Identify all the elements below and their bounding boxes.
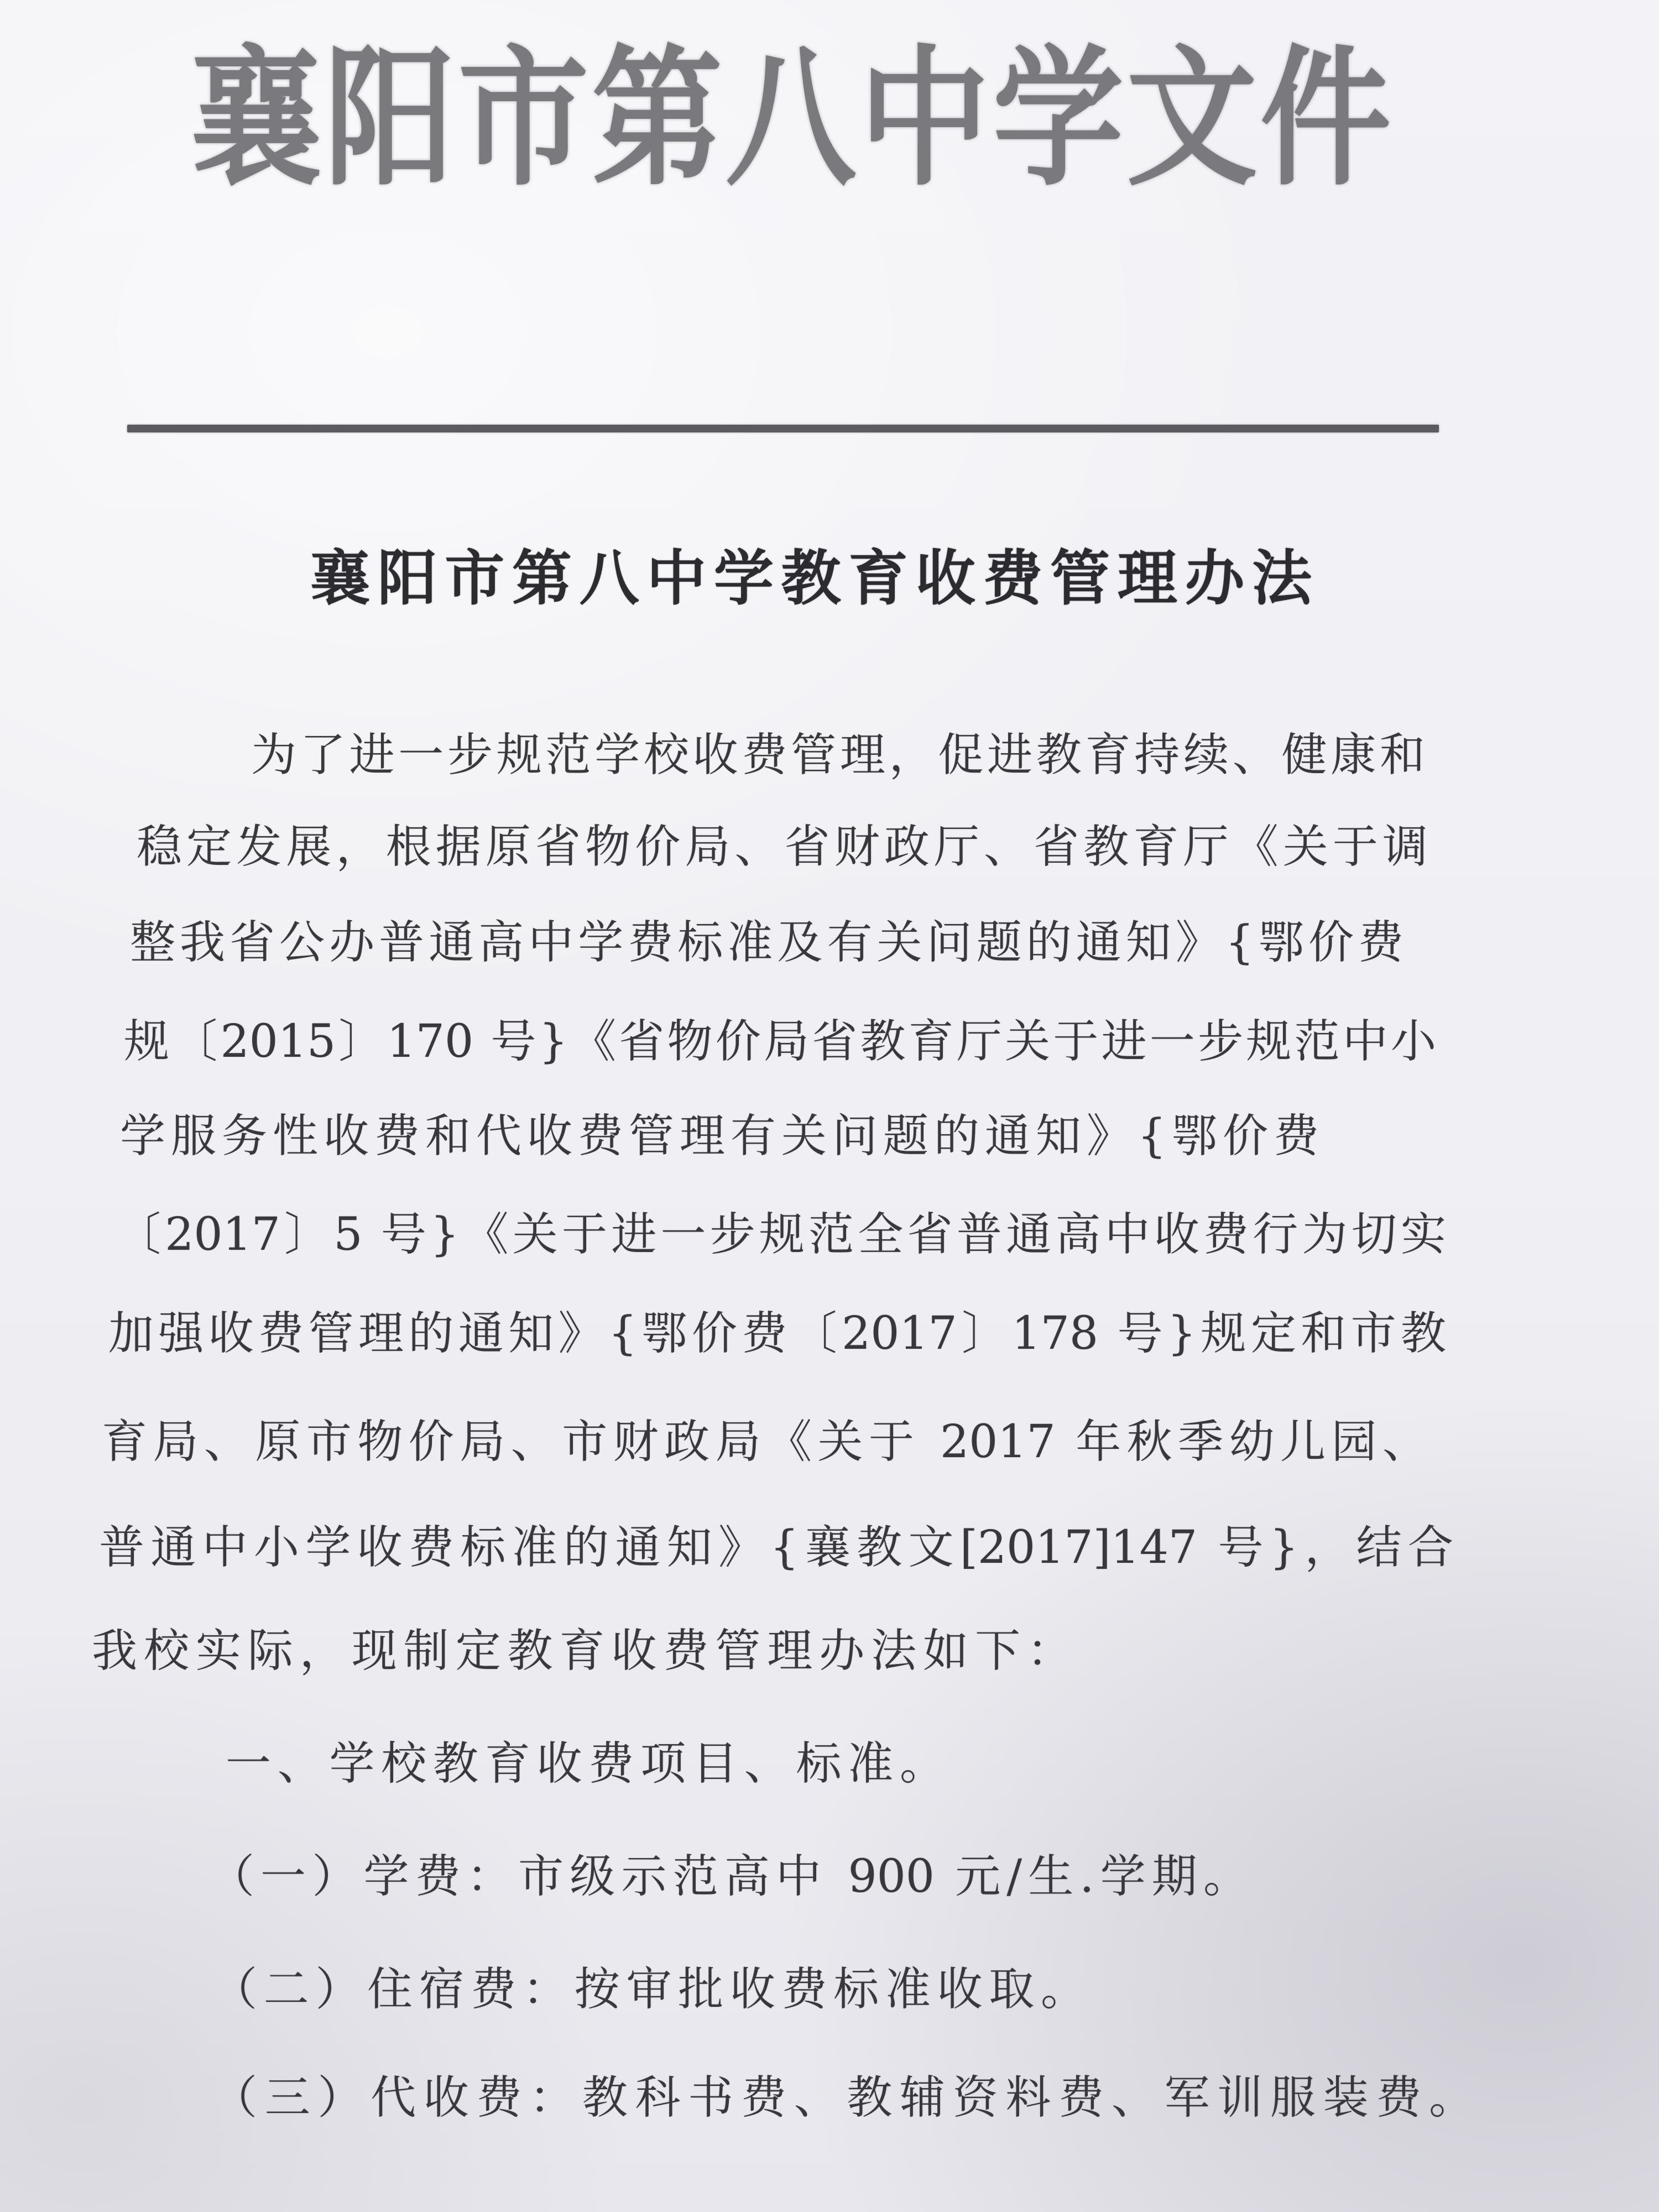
intro-line: 〔2017〕5 号}《关于进一步规范全省普通高中收费行为切实 xyxy=(116,1208,1446,1261)
intro-line: 稳定发展，根据原省物价局、省财政厅、省教育厅《关于调 xyxy=(137,821,1428,873)
intro-line: 我校实际，现制定教育收费管理办法如下： xyxy=(92,1625,1072,1677)
section-item: （二）住宿费：按审批收费标准收取。 xyxy=(212,1963,1086,2016)
document-title: 襄阳市第八中学教育收费管理办法 xyxy=(310,544,1312,613)
intro-line: 加强收费管理的通知》{鄂价费〔2017〕178 号}规定和市教 xyxy=(108,1307,1446,1360)
intro-line: 学服务性收费和代收费管理有关问题的通知》{鄂价费 xyxy=(120,1110,1319,1162)
document-header-title: 襄阳市第八中学文件 xyxy=(191,29,1391,206)
section-item: （一）学费：市级示范高中 900 元/生.学期。 xyxy=(209,1850,1249,1903)
section-item: （三）代收费：教科书费、教辅资料费、军训服装费。 xyxy=(212,2072,1474,2124)
section-heading: 一、学校教育收费项目、标准。 xyxy=(226,1738,945,1790)
intro-line: 整我省公办普通高中学费标准及有关问题的通知》{鄂价费 xyxy=(130,916,1404,969)
intro-line: 规〔2015〕170 号}《省物价局省教育厅关于进一步规范中小 xyxy=(124,1015,1436,1068)
intro-line: 为了进一步规范学校收费管理，促进教育持续、健康和 xyxy=(251,729,1425,781)
intro-line: 育局、原市物价局、市财政局《关于 2017 年秋季幼儿园、 xyxy=(102,1416,1428,1468)
intro-line: 普通中小学收费标准的通知》{襄教文[2017]147 号}，结合 xyxy=(99,1521,1453,1574)
header-rule xyxy=(127,425,1439,432)
